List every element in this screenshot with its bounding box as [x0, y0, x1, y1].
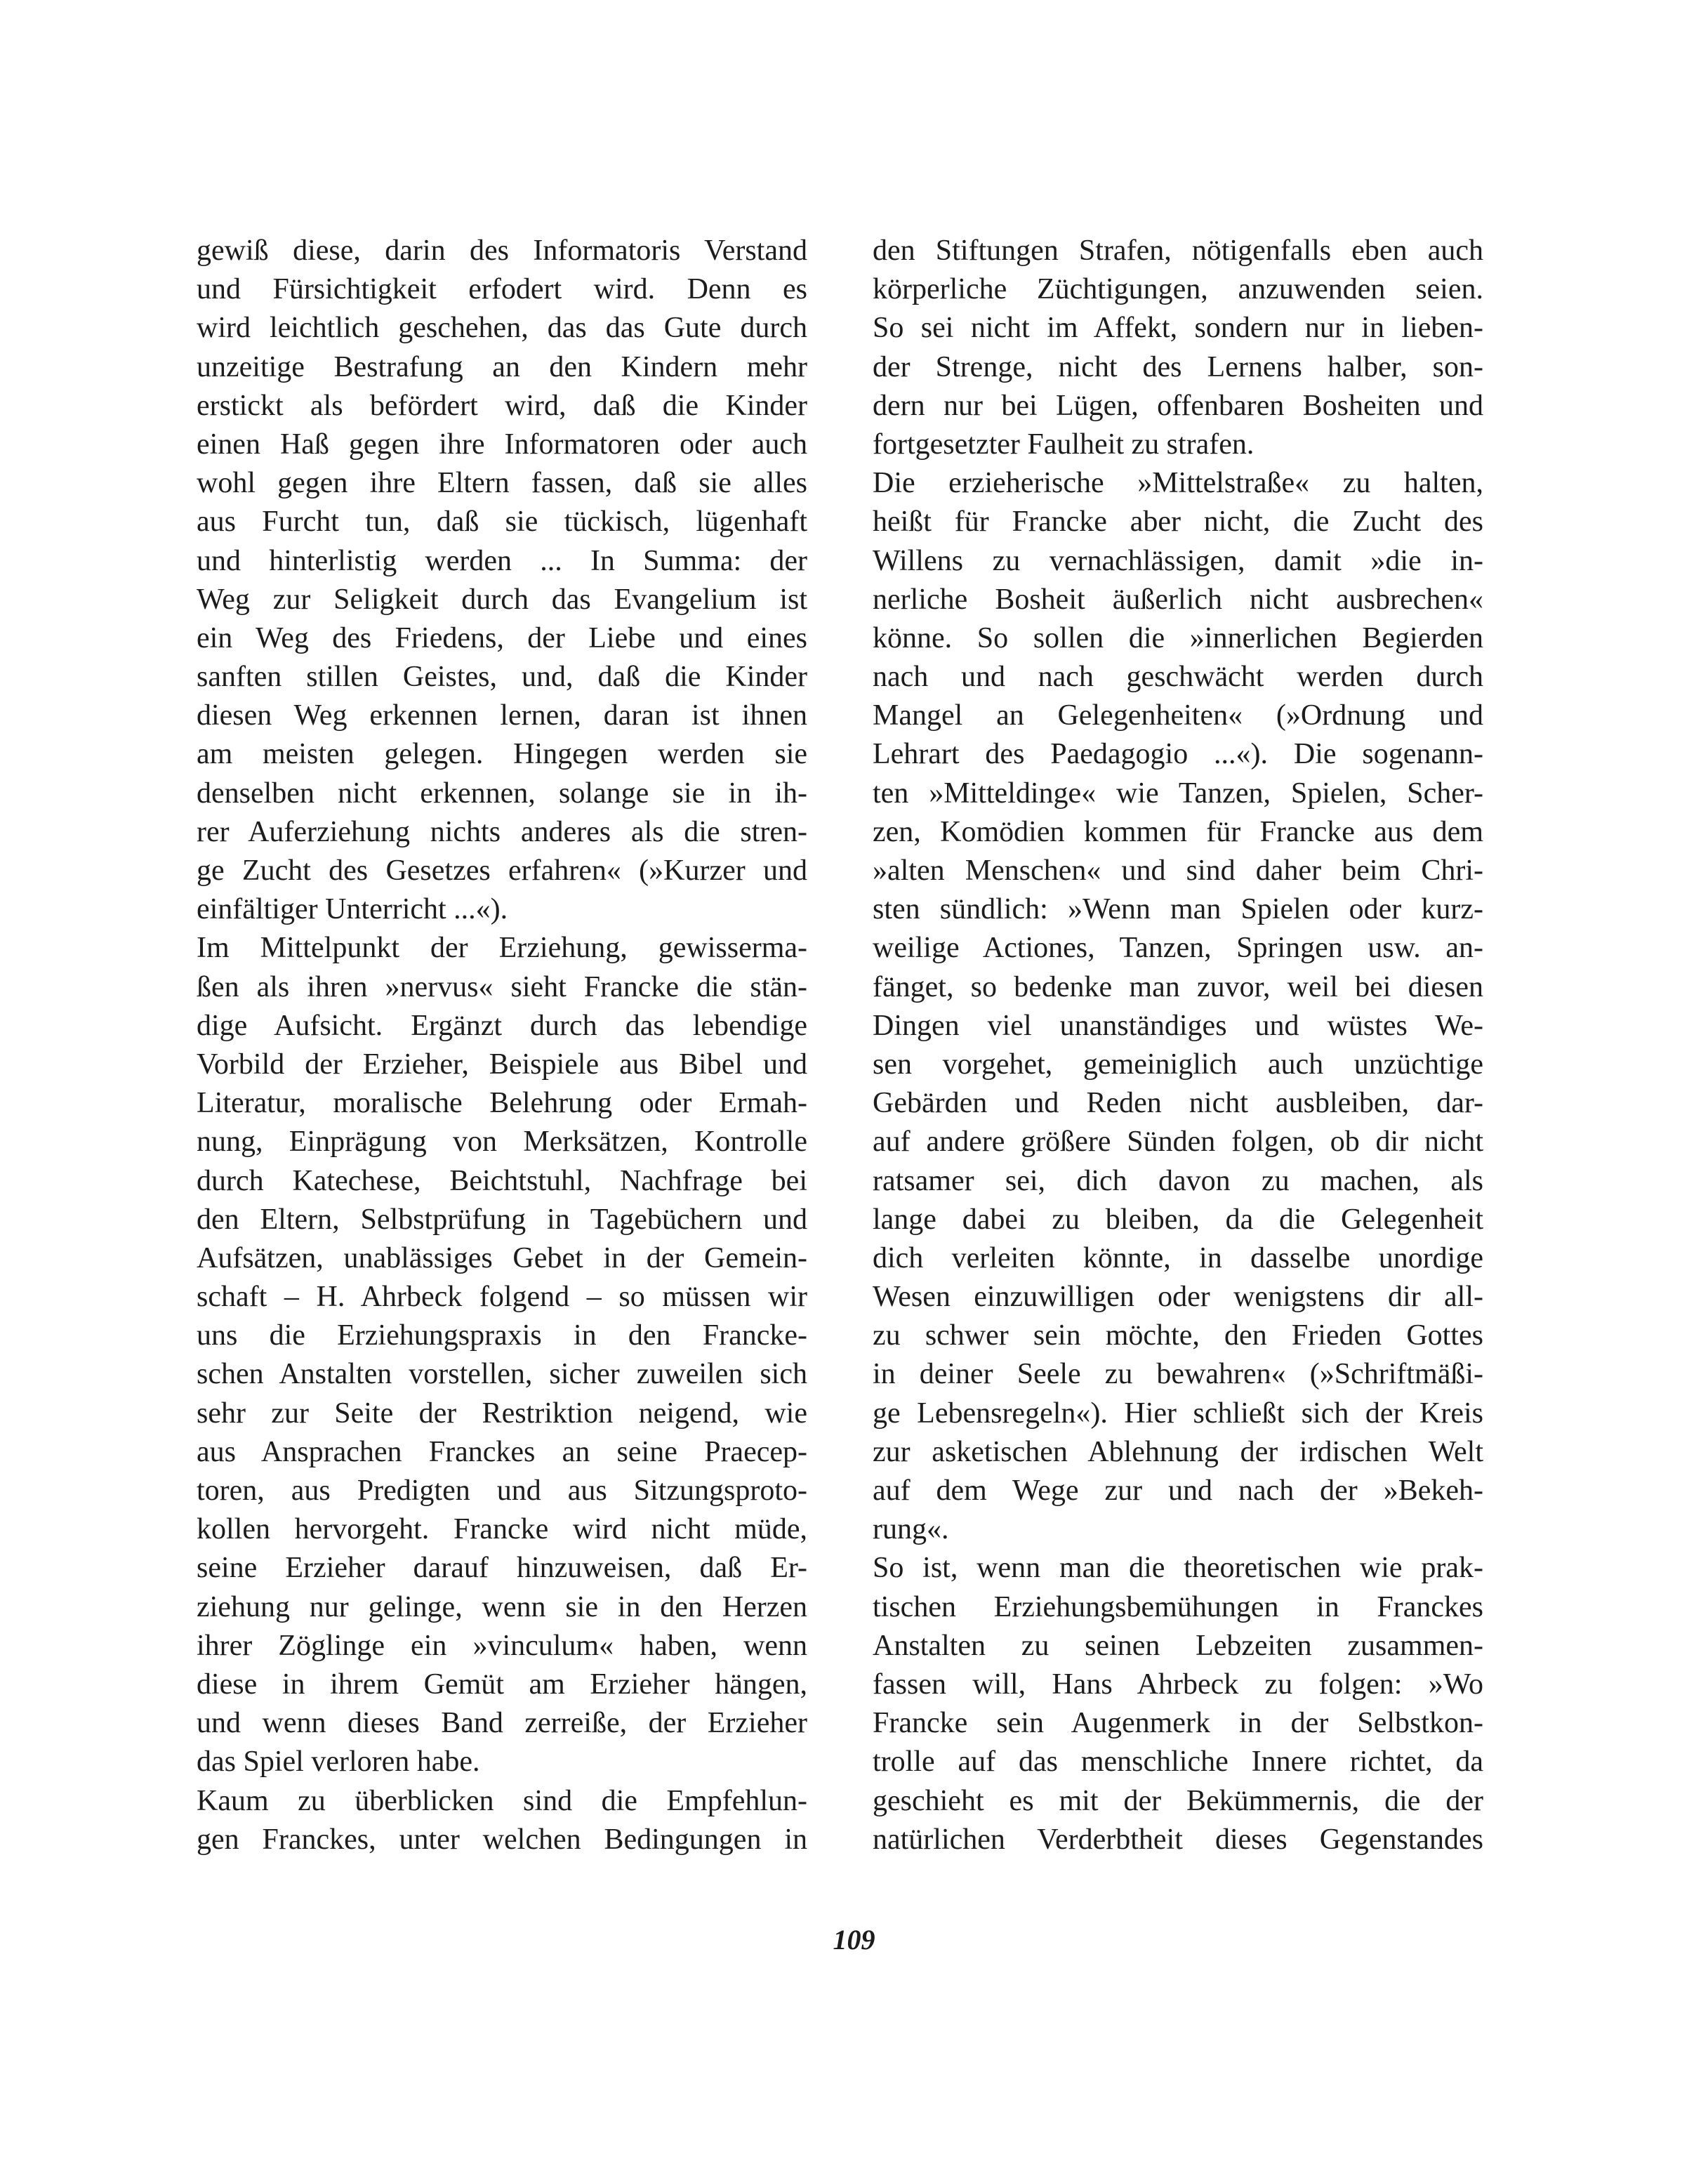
text-line: erstickt als befördert wird, daß die Kinder [197, 389, 807, 422]
text-line: wird leichtlich geschehen, das das Gute durch [197, 312, 807, 345]
text-line: den Stiftungen Strafen, nötigenfalls eben auch [873, 235, 1483, 267]
text-line: Vorbild der Erzieher, Beispiele aus Bibel und [197, 1048, 807, 1081]
text-line: durch Katechese, Beichtstuhl, Nachfrage bei [197, 1164, 807, 1197]
text-line: wohl gegen ihre Eltern fassen, daß sie alles [197, 467, 807, 500]
text-line: fortgesetzter Faulheit zu strafen. [873, 428, 1254, 461]
text-line: Literatur, moralische Belehrung oder Ermah- [197, 1087, 807, 1120]
text-line: toren, aus Predigten und aus Sitzungsproto- [197, 1475, 807, 1507]
page-number: 109 [833, 1924, 875, 1955]
text-line: heißt für Francke aber nicht, die Zucht des [873, 506, 1483, 539]
text-line: der Strenge, nicht des Lernens halber, son- [873, 350, 1483, 383]
text-line: sanften stillen Geistes, und, daß die Kinder [197, 661, 807, 694]
text-line: schen Anstalten vorstellen, sicher zuweilen sich [197, 1358, 807, 1391]
text-line: Aufsätzen, unablässiges Gebet in der Gemein- [197, 1241, 807, 1274]
text-line: ten »Mitteldinge« wie Tanzen, Spielen, Scher- [873, 777, 1483, 810]
text-line: und wenn dieses Band zerreiße, der Erzieher [197, 1707, 807, 1740]
text-line: So sei nicht im Affekt, sondern nur in lieben- [873, 312, 1483, 345]
text-line: diese in ihrem Gemüt am Erzieher hängen, [197, 1668, 807, 1701]
right-text-column [873, 232, 1483, 1859]
text-line: Francke sein Augenmerk in der Selbstkon- [873, 1707, 1483, 1740]
text-line: Die erzieherische »Mittelstraße« zu halten, [873, 467, 1483, 500]
text-line: fassen will, Hans Ahrbeck zu folgen: »Wo [873, 1668, 1483, 1701]
text-line: dige Aufsicht. Ergänzt durch das lebendige [197, 1009, 807, 1042]
text-line: Wesen einzuwilligen oder wenigstens dir all- [873, 1281, 1483, 1314]
left-text-column [197, 232, 807, 1859]
text-line: und Fürsichtigkeit erfodert wird. Denn es [197, 273, 807, 306]
text-line: geschieht es mit der Bekümmernis, die der [873, 1784, 1483, 1817]
text-line: seine Erzieher darauf hinzuweisen, daß Er- [197, 1552, 807, 1585]
text-line: und hinterlistig werden ... In Summa: der [197, 544, 807, 577]
text-line: sten sündlich: »Wenn man Spielen oder kurz- [873, 893, 1483, 926]
text-line: kollen hervorgeht. Francke wird nicht müde, [197, 1513, 807, 1546]
text-line: körperliche Züchtigungen, anzuwenden seien. [873, 273, 1483, 306]
text-line: schaft – H. Ahrbeck folgend – so müssen wir [197, 1281, 807, 1314]
text-line: sen vorgehet, gemeiniglich auch unzüchtige [873, 1048, 1483, 1081]
text-line: denselben nicht erkennen, solange sie in ih- [197, 777, 807, 810]
text-line: einen Haß gegen ihre Informatoren oder auch [197, 428, 807, 461]
text-line: zur asketischen Ablehnung der irdischen Welt [873, 1435, 1483, 1468]
text-line: Anstalten zu seinen Lebzeiten zusammen- [873, 1629, 1483, 1662]
text-line: aus Furcht tun, daß sie tückisch, lügenhaft [197, 506, 807, 539]
text-line: den Eltern, Selbstprüfung in Tagebüchern und [197, 1203, 807, 1236]
text-line: einfältiger Unterricht ...«). [197, 893, 508, 926]
text-line: ge Zucht des Gesetzes erfahren« (»Kurzer und [197, 855, 807, 887]
text-line: ratsamer sei, dich davon zu machen, als [873, 1164, 1483, 1197]
text-line: sehr zur Seite der Restriktion neigend, wie [197, 1397, 807, 1430]
text-line: zu schwer sein möchte, den Frieden Gottes [873, 1319, 1483, 1352]
text-line: Mangel an Gelegenheiten« (»Ordnung und [873, 699, 1483, 732]
text-line: Kaum zu überblicken sind die Empfehlun- [197, 1784, 807, 1817]
text-line: könne. So sollen die »innerlichen Begierden [873, 621, 1483, 654]
text-line: rer Auferziehung nichts anderes als die stren- [197, 815, 807, 848]
text-line: das Spiel verloren habe. [197, 1746, 480, 1779]
text-line: natürlichen Verderbtheit dieses Gegenstandes [873, 1823, 1483, 1856]
text-line: uns die Erziehungspraxis in den Francke- [197, 1319, 807, 1352]
text-line: auf andere größere Sünden folgen, ob dir nicht [873, 1126, 1483, 1159]
text-line: auf dem Wege zur und nach der »Bekeh- [873, 1475, 1483, 1507]
text-line: ßen als ihren »nervus« sieht Francke die stän- [197, 970, 807, 1003]
text-line: Lehrart des Paedagogio ...«). Die sogenann- [873, 738, 1483, 771]
text-line: Weg zur Seligkeit durch das Evangelium ist [197, 583, 807, 616]
text-line: ge Lebensregeln«). Hier schließt sich der Kreis [873, 1397, 1483, 1430]
text-line: unzeitige Bestrafung an den Kindern mehr [197, 350, 807, 383]
text-line: weilige Actiones, Tanzen, Springen usw. an- [873, 932, 1483, 965]
text-line: »alten Menschen« und sind daher beim Chri- [873, 855, 1483, 887]
text-line: dern nur bei Lügen, offenbaren Bosheiten und [873, 389, 1483, 422]
text-line: am meisten gelegen. Hingegen werden sie [197, 738, 807, 771]
text-line: zen, Komödien kommen für Francke aus dem [873, 815, 1483, 848]
text-line: nach und nach geschwächt werden durch [873, 661, 1483, 694]
text-line: Im Mittelpunkt der Erziehung, gewisserma- [197, 932, 807, 965]
text-line: ihrer Zöglinge ein »vinculum« haben, wenn [197, 1629, 807, 1662]
text-line: fänget, so bedenke man zuvor, weil bei diesen [873, 970, 1483, 1003]
text-line: So ist, wenn man die theoretischen wie prak- [873, 1552, 1483, 1585]
text-line: Gebärden und Reden nicht ausbleiben, dar- [873, 1087, 1483, 1120]
text-line: in deiner Seele zu bewahren« (»Schriftmäßi- [873, 1358, 1483, 1391]
text-line: ziehung nur gelinge, wenn sie in den Herzen [197, 1590, 807, 1623]
text-line: Dingen viel unanständiges und wüstes We- [873, 1009, 1483, 1042]
text-line: Willens zu vernachlässigen, damit »die in- [873, 544, 1483, 577]
text-line: diesen Weg erkennen lernen, daran ist ihnen [197, 699, 807, 732]
text-line: rung«. [873, 1513, 949, 1546]
text-line: nerliche Bosheit äußerlich nicht ausbrechen« [873, 583, 1483, 616]
text-line: gewiß diese, darin des Informatoris Verstand [197, 235, 807, 267]
text-line: tischen Erziehungsbemühungen in Franckes [873, 1590, 1483, 1623]
text-line: gen Franckes, unter welchen Bedingungen in [197, 1823, 807, 1856]
text-line: dich verleiten könnte, in dasselbe unordige [873, 1241, 1483, 1274]
text-line: lange dabei zu bleiben, da die Gelegenheit [873, 1203, 1483, 1236]
text-line: nung, Einprägung von Merksätzen, Kontrolle [197, 1126, 807, 1159]
text-line: trolle auf das menschliche Innere richtet, da [873, 1746, 1483, 1779]
text-line: ein Weg des Friedens, der Liebe und eines [197, 621, 807, 654]
text-line: aus Ansprachen Franckes an seine Praecep- [197, 1435, 807, 1468]
